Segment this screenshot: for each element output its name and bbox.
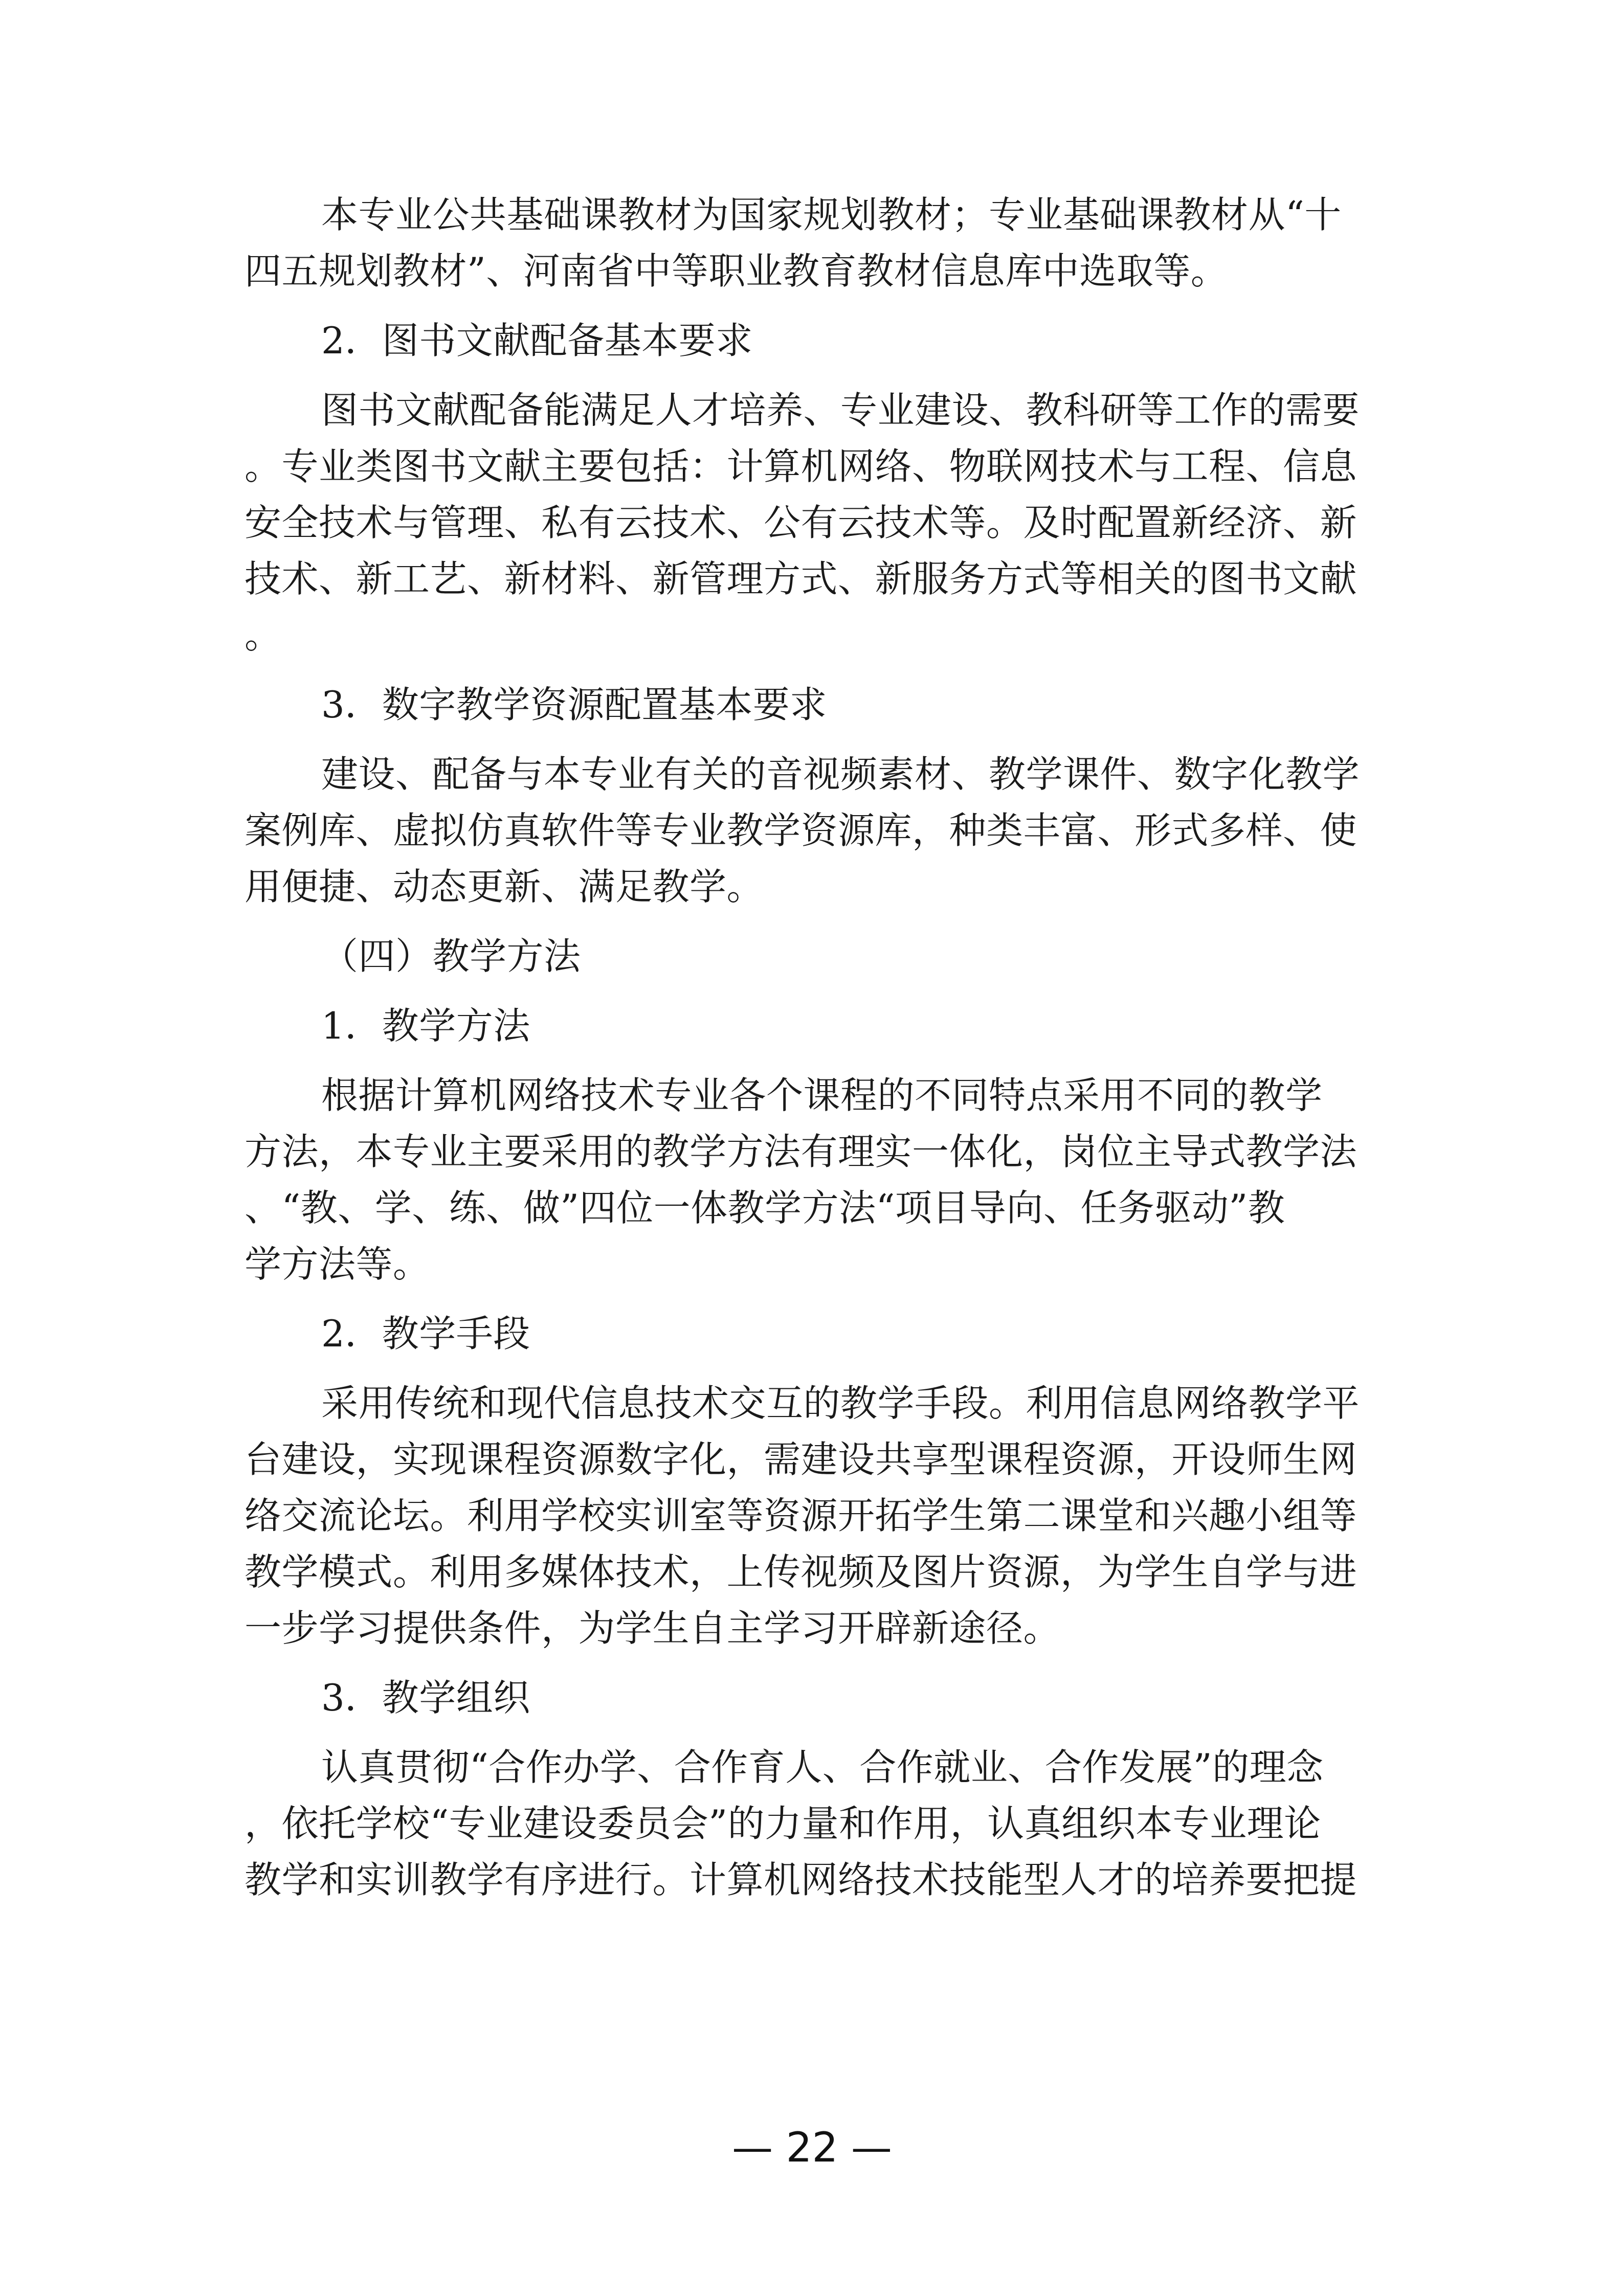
- page-number: — 22 —: [732, 2124, 892, 2171]
- section-heading: [244, 677, 1385, 733]
- heading-text: 2．图书文献配备基本要求: [321, 319, 753, 362]
- paragraph-line: 教学和实训教学有序进行。计算机网络技术技能型人才的培养要把提: [244, 1858, 1358, 1901]
- heading-text: （四）教学方法: [321, 935, 581, 978]
- paragraph-line: 教学模式。利用多媒体技术，上传视频及图片资源，为学生自学与进: [244, 1550, 1358, 1593]
- paragraph-line: 四五规划教材”、河南省中等职业教育教材信息库中选取等。: [244, 250, 1228, 292]
- body-paragraph: [244, 1375, 1385, 1656]
- section-heading: [244, 928, 1385, 984]
- paragraph-line: 技术、新工艺、新材料、新管理方式、新服务方式等相关的图书文献: [244, 557, 1358, 600]
- paragraph-line: 络交流论坛。利用学校实训室等资源开拓学生第二课堂和兴趣小组等: [244, 1494, 1358, 1537]
- heading-text: 3．数字教学资源配置基本要求: [321, 683, 827, 726]
- paragraph-line: 根据计算机网络技术专业各个课程的不同特点采用不同的教学: [321, 1074, 1323, 1117]
- paragraph-line: ，依托学校“专业建设委员会”的力量和作用，认真组织本专业理论: [244, 1802, 1321, 1845]
- body-paragraph: [244, 187, 1385, 299]
- paragraph-line: 安全技术与管理、私有云技术、公有云技术等。及时配置新经济、新: [244, 501, 1358, 544]
- paragraph-line: 学方法等。: [244, 1243, 430, 1286]
- paragraph-line: 用便捷、动态更新、满足教学。: [244, 865, 764, 908]
- paragraph-line: 建设、配备与本专业有关的音视频素材、教学课件、数字化教学: [321, 753, 1360, 796]
- section-heading: [244, 312, 1385, 369]
- paragraph-line: 案例库、虚拟仿真软件等专业教学资源库，种类丰富、形式多样、使: [244, 809, 1358, 852]
- paragraph-line: 。专业类图书文献主要包括：计算机网络、物联网技术与工程、信息: [244, 445, 1358, 488]
- paragraph-line: 方法，本专业主要采用的教学方法有理实一体化，岗位主导式教学法: [244, 1130, 1358, 1173]
- paragraph-line: 台建设，实现课程资源数字化，需建设共享型课程资源，开设师生网: [244, 1438, 1358, 1481]
- paragraph-line: 认真贯彻“合作办学、合作育人、合作就业、合作发展”的理念: [321, 1746, 1324, 1789]
- heading-text: 1．教学方法: [321, 1004, 530, 1047]
- paragraph-line: 图书文献配备能满足人才培养、专业建设、教科研等工作的需要: [321, 389, 1360, 432]
- section-heading: [244, 1670, 1385, 1726]
- body-paragraph: [244, 382, 1385, 663]
- body-paragraph: [244, 1067, 1385, 1292]
- heading-text: 2．教学手段: [321, 1312, 530, 1355]
- paragraph-line: 、“教、学、练、做”四位一体教学方法“项目导向、任务驱动”教: [244, 1186, 1285, 1229]
- section-heading: [244, 998, 1385, 1054]
- section-heading: [244, 1305, 1385, 1362]
- body-paragraph: [244, 746, 1385, 915]
- paragraph-line: 一步学习提供条件，为学生自主学习开辟新途径。: [244, 1607, 1061, 1650]
- body-paragraph: [244, 1739, 1385, 1908]
- page-body: [244, 187, 1385, 1921]
- heading-text: 3．教学组织: [321, 1676, 530, 1719]
- paragraph-line: 。: [244, 614, 282, 657]
- paragraph-line: 本专业公共基础课教材为国家规划教材；专业基础课教材从“十: [321, 193, 1342, 236]
- paragraph-line: 采用传统和现代信息技术交互的教学手段。利用信息网络教学平: [321, 1382, 1360, 1425]
